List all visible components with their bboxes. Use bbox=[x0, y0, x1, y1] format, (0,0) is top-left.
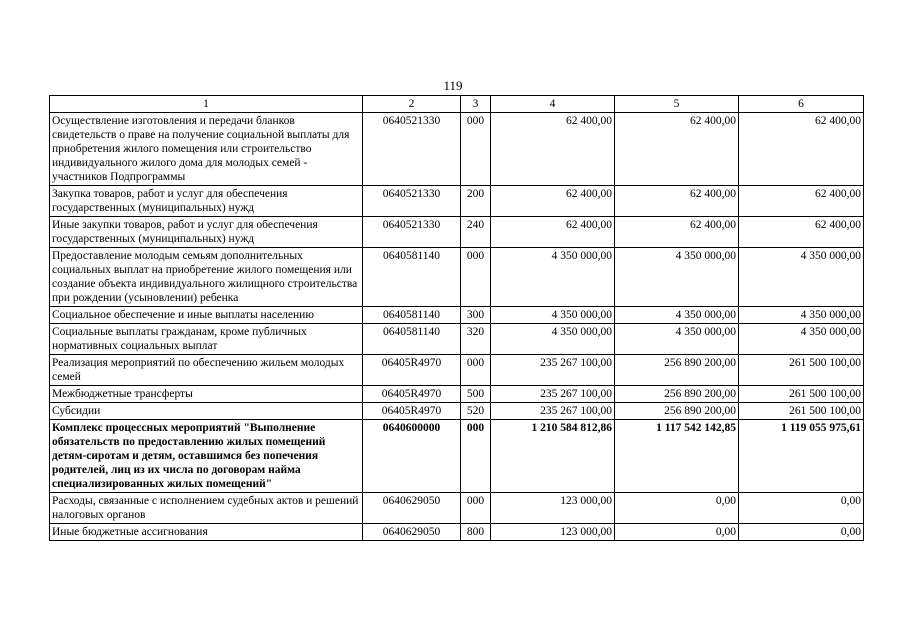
row-type-cell: 000 bbox=[461, 248, 491, 307]
row-value-col6-cell: 4 350 000,00 bbox=[739, 324, 864, 355]
row-value-col6-cell: 1 119 055 975,61 bbox=[739, 420, 864, 493]
row-code-cell: 06405R4970 bbox=[363, 355, 461, 386]
row-name-cell: Предоставление молодым семьям дополнительных социальных выплат на приобретение жилого помещения или создание объекта индивидуального жилищного строительства при рождении (усыновлении) ребенка bbox=[50, 248, 363, 307]
row-value-col6-cell: 261 500 100,00 bbox=[739, 386, 864, 403]
row-code-cell: 0640521330 bbox=[363, 113, 461, 186]
row-value-col5-cell: 256 890 200,00 bbox=[615, 386, 739, 403]
row-value-col4-cell: 235 267 100,00 bbox=[491, 386, 615, 403]
row-value-col4-cell: 4 350 000,00 bbox=[491, 307, 615, 324]
row-value-col5-cell: 256 890 200,00 bbox=[615, 403, 739, 420]
row-value-col5-cell: 62 400,00 bbox=[615, 113, 739, 186]
row-value-col4-cell: 4 350 000,00 bbox=[491, 324, 615, 355]
row-type-cell: 300 bbox=[461, 307, 491, 324]
table-row bbox=[50, 217, 864, 248]
row-code-cell: 0640581140 bbox=[363, 248, 461, 307]
row-code-cell: 0640581140 bbox=[363, 324, 461, 355]
row-value-col4-cell: 235 267 100,00 bbox=[491, 355, 615, 386]
header-col-6: 6 bbox=[739, 96, 864, 113]
row-value-col4-cell: 1 210 584 812,86 bbox=[491, 420, 615, 493]
row-value-col4-cell: 62 400,00 bbox=[491, 113, 615, 186]
row-code-cell: 0640629050 bbox=[363, 493, 461, 524]
row-value-col5-cell: 0,00 bbox=[615, 524, 739, 541]
row-code-cell: 0640521330 bbox=[363, 186, 461, 217]
budget-table bbox=[49, 95, 864, 541]
row-type-cell: 800 bbox=[461, 524, 491, 541]
row-value-col6-cell: 261 500 100,00 bbox=[739, 403, 864, 420]
header-col-5: 5 bbox=[615, 96, 739, 113]
row-type-cell: 000 bbox=[461, 355, 491, 386]
row-value-col5-cell: 62 400,00 bbox=[615, 217, 739, 248]
row-value-col6-cell: 62 400,00 bbox=[739, 217, 864, 248]
row-type-cell: 000 bbox=[461, 493, 491, 524]
row-value-col6-cell: 0,00 bbox=[739, 524, 864, 541]
row-value-col6-cell: 4 350 000,00 bbox=[739, 307, 864, 324]
row-type-cell: 000 bbox=[461, 420, 491, 493]
row-type-cell: 000 bbox=[461, 113, 491, 186]
row-value-col4-cell: 4 350 000,00 bbox=[491, 248, 615, 307]
row-type-cell: 520 bbox=[461, 403, 491, 420]
row-name-cell: Социальные выплаты гражданам, кроме публичных нормативных социальных выплат bbox=[50, 324, 363, 355]
row-name-cell: Комплекс процессных мероприятий "Выполнение обязательств по предоставлению жилых помещений детям-сиротам и детям, оставшимся без попечения родителей, лиц из их числа по договорам найма специализированных жилых помещений" bbox=[50, 420, 363, 493]
row-value-col4-cell: 235 267 100,00 bbox=[491, 403, 615, 420]
table-row bbox=[50, 248, 864, 307]
header-col-1: 1 bbox=[50, 96, 363, 113]
table-row bbox=[50, 355, 864, 386]
row-name-cell: Реализация мероприятий по обеспечению жильем молодых семей bbox=[50, 355, 363, 386]
row-value-col6-cell: 0,00 bbox=[739, 493, 864, 524]
row-value-col5-cell: 4 350 000,00 bbox=[615, 248, 739, 307]
row-name-cell: Субсидии bbox=[50, 403, 363, 420]
row-name-cell: Расходы, связанные с исполнением судебных актов и решений налоговых органов bbox=[50, 493, 363, 524]
row-value-col5-cell: 256 890 200,00 bbox=[615, 355, 739, 386]
row-value-col5-cell: 4 350 000,00 bbox=[615, 324, 739, 355]
row-type-cell: 320 bbox=[461, 324, 491, 355]
row-value-col5-cell: 1 117 542 142,85 bbox=[615, 420, 739, 493]
row-value-col6-cell: 4 350 000,00 bbox=[739, 248, 864, 307]
header-col-3: 3 bbox=[461, 96, 491, 113]
table-row bbox=[50, 324, 864, 355]
row-name-cell: Межбюджетные трансферты bbox=[50, 386, 363, 403]
table-row bbox=[50, 307, 864, 324]
row-code-cell: 0640521330 bbox=[363, 217, 461, 248]
header-col-2: 2 bbox=[363, 96, 461, 113]
table-row bbox=[50, 420, 864, 493]
page-number: 119 bbox=[443, 78, 463, 93]
row-code-cell: 06405R4970 bbox=[363, 403, 461, 420]
table-header-row bbox=[50, 96, 864, 113]
row-name-cell: Закупка товаров, работ и услуг для обеспечения государственных (муниципальных) нужд bbox=[50, 186, 363, 217]
row-value-col5-cell: 62 400,00 bbox=[615, 186, 739, 217]
table-row bbox=[50, 524, 864, 541]
row-name-cell: Осуществление изготовления и передачи бланков свидетельств о праве на получение социальной выплаты для приобретения жилого помещения или строительство индивидуального жилого дома для молодых семей - участников Подпрограммы bbox=[50, 113, 363, 186]
row-type-cell: 200 bbox=[461, 186, 491, 217]
row-type-cell: 240 bbox=[461, 217, 491, 248]
row-value-col6-cell: 62 400,00 bbox=[739, 113, 864, 186]
row-value-col5-cell: 4 350 000,00 bbox=[615, 307, 739, 324]
row-code-cell: 0640581140 bbox=[363, 307, 461, 324]
header-col-4: 4 bbox=[491, 96, 615, 113]
row-name-cell: Иные бюджетные ассигнования bbox=[50, 524, 363, 541]
table-row bbox=[50, 386, 864, 403]
table-row bbox=[50, 493, 864, 524]
row-name-cell: Социальное обеспечение и иные выплаты населению bbox=[50, 307, 363, 324]
table-row bbox=[50, 186, 864, 217]
row-code-cell: 06405R4970 bbox=[363, 386, 461, 403]
row-value-col4-cell: 62 400,00 bbox=[491, 217, 615, 248]
row-name-cell: Иные закупки товаров, работ и услуг для обеспечения государственных (муниципальных) нужд bbox=[50, 217, 363, 248]
table-row bbox=[50, 113, 864, 186]
row-value-col4-cell: 123 000,00 bbox=[491, 524, 615, 541]
row-value-col5-cell: 0,00 bbox=[615, 493, 739, 524]
table-row bbox=[50, 403, 864, 420]
row-value-col6-cell: 62 400,00 bbox=[739, 186, 864, 217]
row-code-cell: 0640629050 bbox=[363, 524, 461, 541]
row-code-cell: 0640600000 bbox=[363, 420, 461, 493]
row-value-col6-cell: 261 500 100,00 bbox=[739, 355, 864, 386]
row-value-col4-cell: 123 000,00 bbox=[491, 493, 615, 524]
row-value-col4-cell: 62 400,00 bbox=[491, 186, 615, 217]
row-type-cell: 500 bbox=[461, 386, 491, 403]
